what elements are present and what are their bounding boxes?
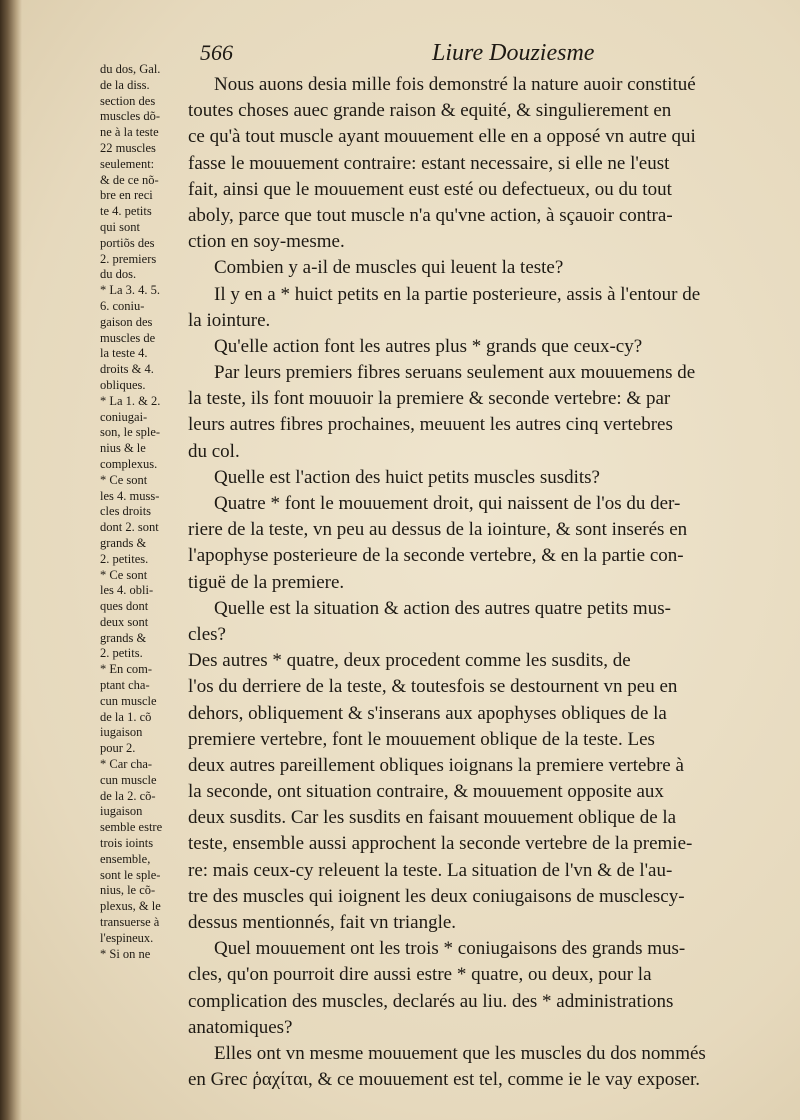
margin-note-line: la teste 4. bbox=[100, 346, 148, 361]
margin-note-line: du dos. bbox=[100, 267, 137, 282]
margin-note-line: * Car cha- bbox=[100, 757, 153, 772]
margin-note-line: & de ce nõ- bbox=[100, 172, 159, 187]
margin-note-line: complexus. bbox=[100, 456, 158, 471]
body-line: cles, qu'on pourroit dire aussi estre * quatre, ou deux, pour la bbox=[188, 964, 652, 986]
body-text bbox=[188, 72, 788, 1093]
body-line: Quel mouuement ont les trois * coniugaisons des grands mus- bbox=[214, 938, 686, 960]
body-line: leurs autres fibres prochaines, meuuent les autres cinq vertebres bbox=[188, 414, 673, 436]
margin-note-line: plexus, & le bbox=[100, 899, 161, 914]
margin-note-line: cles droits bbox=[100, 504, 152, 519]
margin-note-line: transuerse à bbox=[100, 915, 160, 930]
margin-note-line: cun muscle bbox=[100, 772, 157, 787]
margin-note-line: te 4. petits bbox=[100, 204, 152, 219]
page-number: 566 bbox=[200, 40, 233, 65]
body-line: en Grec ῥαχίται, & ce mouuement est tel, comme ie le vay exposer. bbox=[188, 1069, 701, 1091]
margin-note-line: iugaison bbox=[100, 804, 143, 819]
margin-note-line: les 4. obli- bbox=[100, 583, 154, 598]
body-line: teste, ensemble aussi approchent la seconde vertebre de la premie- bbox=[188, 833, 693, 855]
margin-note-line: obliques. bbox=[100, 377, 146, 392]
margin-note-line: grands & bbox=[100, 535, 147, 550]
body-line: la iointure. bbox=[188, 309, 271, 331]
body-line: la seconde, ont situation contraire, & mouuement opposite aux bbox=[188, 781, 664, 803]
margin-note-line: droits & 4. bbox=[100, 362, 154, 377]
margin-note-line: qui sont bbox=[100, 219, 140, 234]
body-line: aboly, parce que tout muscle n'a qu'vne action, à sçauoir contra- bbox=[188, 204, 673, 226]
body-line: riere de la teste, vn peu au dessus de la iointure, & sont inserés en bbox=[188, 519, 688, 541]
body-line: anatomiques? bbox=[188, 1016, 293, 1038]
margin-note-line: gaison des bbox=[100, 314, 153, 329]
margin-note-line: * La 3. 4. 5. bbox=[100, 283, 161, 298]
body-line: re: mais ceux-cy releuent la teste. La situation de l'vn & de l'au- bbox=[188, 859, 673, 881]
body-line: tiguë de la premiere. bbox=[188, 571, 345, 593]
body-line: Nous auons desia mille fois demonstré la nature auoir constitué bbox=[214, 74, 696, 95]
margin-note-line: section des bbox=[100, 93, 156, 108]
margin-note-line: 2. petits. bbox=[100, 646, 143, 661]
body-line: dessus mentionnés, fait vn triangle. bbox=[188, 912, 457, 933]
margin-note-line: * Si on ne bbox=[100, 946, 151, 961]
margin-note-line: cun muscle bbox=[100, 693, 157, 708]
body-line: Il y en a * huict petits en la partie posterieure, assis à l'entour de bbox=[214, 283, 701, 305]
margin-note-line: ensemble, bbox=[100, 851, 151, 866]
body-line: deux susdits. Car les susdits en faisant mouuement oblique de la bbox=[188, 807, 677, 829]
margin-note-line: semble estre bbox=[100, 820, 163, 835]
margin-note-line: * Ce sont bbox=[100, 472, 148, 487]
margin-note-line: sont le sple- bbox=[100, 867, 161, 882]
body-line: du col. bbox=[188, 440, 240, 462]
margin-note-line: muscles de bbox=[100, 330, 156, 345]
margin-note-line: nius & le bbox=[100, 441, 146, 456]
margin-note-line: grands & bbox=[100, 630, 147, 645]
margin-note-line: 2. premiers bbox=[100, 251, 157, 266]
margin-note-line: portiõs des bbox=[100, 235, 155, 250]
body-line: fasse le mouuement contraire: estant necessaire, si elle ne l'eust bbox=[188, 152, 670, 174]
margin-note-line: trois ioints bbox=[100, 836, 154, 851]
body-line: fait, ainsi que le mouuement eust esté ou defectueux, ou du tout bbox=[188, 178, 672, 200]
running-title: Liure Douziesme bbox=[432, 40, 595, 66]
margin-note-line: ptant cha- bbox=[100, 678, 150, 693]
margin-note-line: coniugai- bbox=[100, 409, 148, 424]
body-line: Quatre * font le mouuement droit, qui naissent de l'os du der- bbox=[214, 493, 681, 514]
body-line: Quelle est l'action des huict petits muscles susdits? bbox=[214, 466, 600, 488]
body-line: ction en soy-mesme. bbox=[188, 231, 345, 253]
margin-note-line: * En com- bbox=[100, 662, 153, 677]
body-line: la teste, ils font mouuoir la premiere & seconde vertebre: & par bbox=[188, 388, 671, 410]
margin-note-line: * La 1. & 2. bbox=[100, 393, 161, 408]
margin-note-line: de la 2. cõ- bbox=[100, 788, 156, 803]
margin-note-line: iugaison bbox=[100, 725, 143, 740]
body-line: deux autres pareillement obliques ioignans la premiere vertebre à bbox=[188, 754, 684, 776]
body-line: cles? bbox=[188, 623, 226, 645]
margin-note-line: 6. coniu- bbox=[100, 298, 145, 313]
book-gutter-shadow bbox=[0, 0, 22, 1120]
body-line: Par leurs premiers fibres seruans seulement aux mouuemens de bbox=[214, 362, 696, 384]
page-header bbox=[200, 40, 620, 70]
margin-note-line: les 4. muss- bbox=[100, 488, 160, 503]
body-line: Des autres * quatre, deux procedent comme les susdits, de bbox=[188, 650, 631, 672]
margin-note-line: de la 1. cõ bbox=[100, 709, 152, 724]
margin-note-line: 22 muscles bbox=[100, 140, 156, 155]
body-line: tre des muscles qui ioignent les deux coniugaisons de musclescy- bbox=[188, 885, 685, 907]
margin-note-line: son, le sple- bbox=[100, 425, 161, 440]
margin-note-line: dont 2. sont bbox=[100, 520, 159, 535]
body-line: toutes choses auec grande raison & equité, & singulierement en bbox=[188, 100, 672, 122]
body-line: l'os du derriere de la teste, & toutesfois se destournent vn peu en bbox=[188, 676, 678, 698]
margin-note-line: nius, le cõ- bbox=[100, 883, 156, 898]
margin-note-line: l'espineux. bbox=[100, 930, 154, 945]
body-line: Quelle est la situation & action des autres quatre petits mus- bbox=[214, 597, 671, 619]
margin-note-line: deux sont bbox=[100, 614, 149, 629]
margin-note-line: muscles dõ- bbox=[100, 109, 161, 124]
body-line: Combien y a-il de muscles qui leuent la teste? bbox=[214, 257, 564, 279]
margin-note-line: ques dont bbox=[100, 599, 149, 614]
margin-note-line: pour 2. bbox=[100, 741, 136, 756]
margin-note-line: du dos, Gal. bbox=[100, 62, 161, 76]
margin-note-line: bre en reci bbox=[100, 188, 153, 203]
margin-note-line: * Ce sont bbox=[100, 567, 148, 582]
body-line: ce qu'à tout muscle ayant mouuement elle en a opposé vn autre qui bbox=[188, 126, 696, 148]
body-line: Qu'elle action font les autres plus * grands que ceux-cy? bbox=[214, 335, 643, 357]
body-line: premiere vertebre, font le mouuement oblique de la teste. Les bbox=[188, 728, 655, 750]
margin-note-line: 2. petites. bbox=[100, 551, 149, 566]
body-line: l'apophyse posterieure de la seconde vertebre, & en la partie con- bbox=[188, 545, 684, 567]
margin-note-line: ne à la teste bbox=[100, 125, 159, 140]
margin-note-line: de la diss. bbox=[100, 77, 150, 92]
body-line: dehors, obliquement & s'inserans aux apophyses obliques de la bbox=[188, 702, 667, 724]
margin-notes bbox=[100, 62, 178, 962]
body-line: Elles ont vn mesme mouuement que les muscles du dos nommés bbox=[214, 1042, 706, 1064]
body-line: complication des muscles, declarés au liu. des * administrations bbox=[188, 990, 674, 1012]
margin-note-line: seulement: bbox=[100, 156, 155, 171]
